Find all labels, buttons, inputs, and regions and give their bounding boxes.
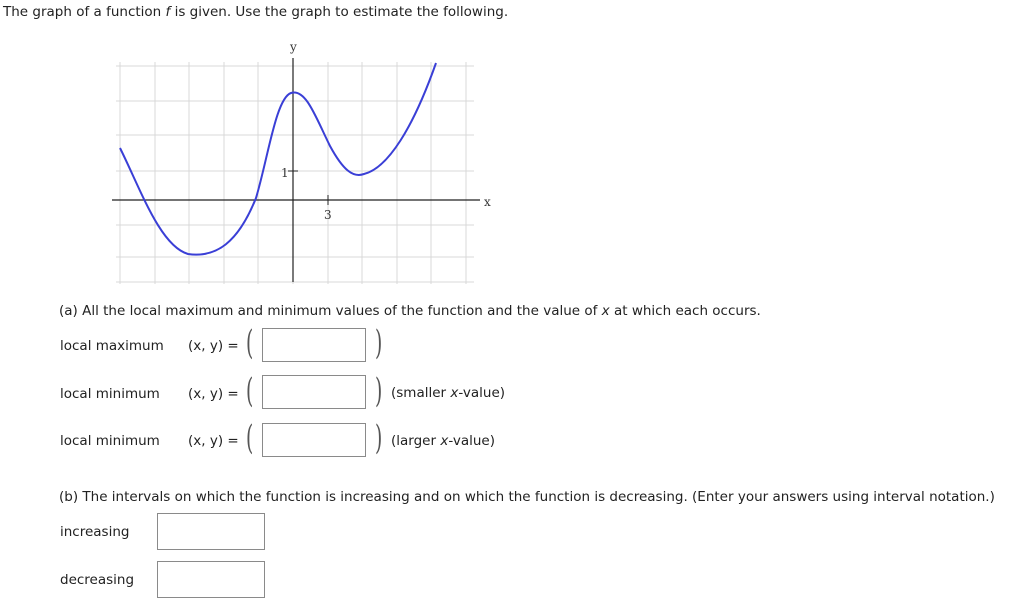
problem-intro: The graph of a function f is given. Use the graph to estimate the following. (3, 4, 509, 20)
decreasing-input[interactable] (157, 561, 265, 598)
part-a-prompt: (a) All the local maximum and minimum values of the function and the value of x at which each occurs. (59, 303, 761, 319)
open-paren: ( (246, 371, 254, 411)
part-b-prompt: (b) The intervals on which the function is increasing and on which the function is decreasing. (Enter your answers using interval notation.) (59, 489, 995, 505)
local-maximum-input[interactable] (262, 328, 366, 362)
close-paren: ) (375, 371, 383, 411)
smaller-x-note: (smaller x-value) (391, 385, 506, 401)
increasing-label: increasing (60, 524, 130, 540)
open-paren: ( (246, 418, 254, 458)
x-axis-label: x (484, 195, 491, 209)
close-paren: ) (375, 323, 383, 363)
xy-equals-label: (x, y) = (188, 386, 239, 402)
function-graph (108, 38, 500, 288)
xy-equals-label: (x, y) = (188, 433, 239, 449)
local-minimum-smaller-input[interactable] (262, 375, 366, 409)
y-tick-label: 1 (281, 166, 289, 180)
decreasing-label: decreasing (60, 572, 135, 588)
xy-equals-label: (x, y) = (188, 338, 239, 354)
close-paren: ) (375, 418, 383, 458)
x-tick-label: 3 (324, 208, 332, 222)
y-axis-label: y (290, 40, 297, 54)
local-minimum-larger-input[interactable] (262, 423, 366, 457)
open-paren: ( (246, 323, 254, 363)
f-symbol: f (165, 4, 171, 20)
increasing-input[interactable] (157, 513, 265, 550)
local-minimum-label: local minimum (60, 433, 160, 449)
local-minimum-label: local minimum (60, 386, 160, 402)
function-curve (120, 63, 436, 255)
graph-grid (116, 62, 474, 284)
larger-x-note: (larger x-value) (391, 433, 495, 449)
local-maximum-label: local maximum (60, 338, 164, 354)
